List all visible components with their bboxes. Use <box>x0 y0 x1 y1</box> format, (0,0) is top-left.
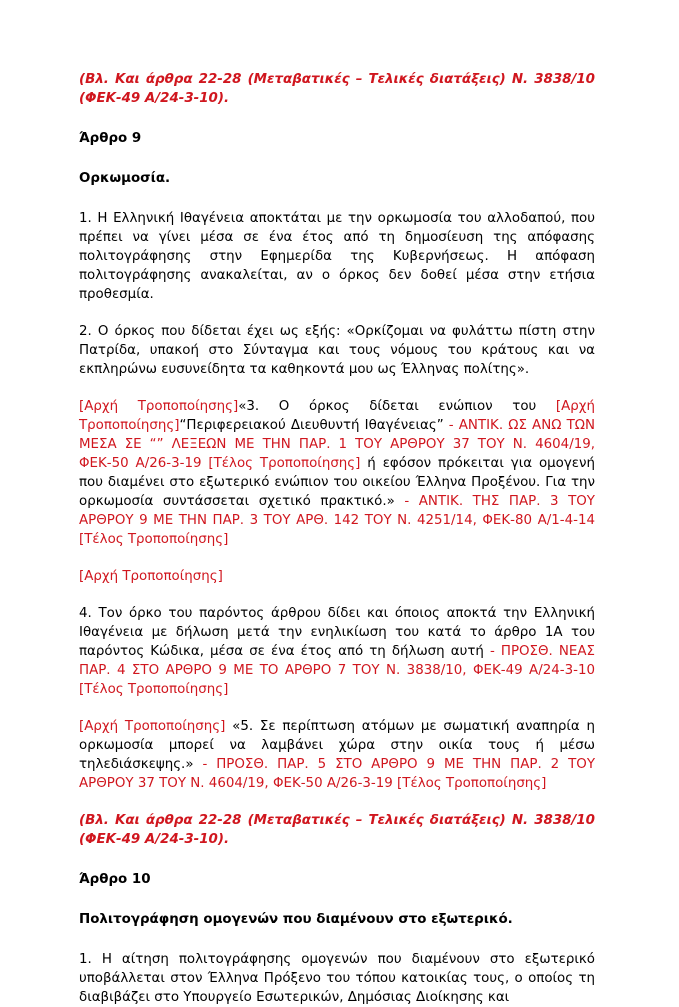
reference-note: (Βλ. Και άρθρα 22-28 (Μεταβατικές – Τελικές διατάξεις) Ν. 3838/10 (ΦΕΚ-49 Α/24-3-10). <box>79 813 595 847</box>
document-page <box>79 70 595 1007</box>
article-9-title: Άρθρο 9 <box>79 131 142 146</box>
article-9-paragraph-2: 2. Ο όρκος που δίδεται έχει ως εξής: «Ορκίζομαι να φυλάττω πίστη στην Πατρίδα, υπακοή στο Σύνταγμα και τους νόμους του κράτους και να εκπληρώνω ευσυνείδητα τα καθηκοντά μου ως Έλληνας πολίτης». <box>79 324 595 377</box>
paragraph-text: 4. Τον όρκο του παρόντος άρθρου δίδει και όποιος αποκτά την Ελληνική Ιθαγένεια με δήλωση μετά την ενηλικίωση του κατά το άρθρο 1Α του παρόντος Κώδικα, μέσα σε ένα έτος από τη δήλωση αυτή <box>79 606 595 659</box>
paragraph-text: «5. Σε περίπτωση ατόμων με σωματική αναπηρία η ορκωμοσία μπορεί να λαμβάνει χώρα στην οικία τους ή μέσω τηλεδιάσκεψης.» <box>79 719 595 772</box>
article-10-paragraph-1: 1. Η αίτηση πολιτογράφησης ομογενών που διαμένουν στο εξωτερικό υποβάλλεται στον Έλληνα Πρόξενο του τόπου κατοικίας τους, ο οποίος τη διαβιβάζει στο Υπουργείο Εσωτερικών, Δημόσιας Διοίκησης και <box>79 952 595 1005</box>
article-10-title: Άρθρο 10 <box>79 872 151 887</box>
article-9-paragraph-1: 1. Η Ελληνική Ιθαγένεια αποκτάται με την ορκωμοσία του αλλοδαπού, που πρέπει να γίνει μέσα σε ένα έτος από τη δημοσίευση της απόφασης πολιτογράφησης στην Εφημερίδα της Κυβερνήσεως. Η απόφαση πολιτογράφησης ανακαλείται, αν ο όρκος δεν δοθεί μέσα στην ετήσια προθεσμία. <box>79 211 595 302</box>
amendment-start-marker: [Αρχή Τροποποίησης] <box>79 569 223 584</box>
amendment-note: - ΑΝΤΙΚ. ΩΣ ΑΝΩ ΤΩΝ ΜΕΣΑ ΣΕ “” ΛΕΞΕΩΝ ΜΕ ΤΗΝ ΠΑΡ. 1 ΤΟΥ ΑΡΘΡΟΥ 37 ΤΟΥ Ν. 4604/19, ΦΕΚ-50 Α/26-3-19 [Τέλος Τροποποίησης] <box>79 418 595 471</box>
amendment-start-marker: [Αρχή Τροποποίησης] <box>79 719 226 734</box>
amendment-note: - ΠΡΟΣΘ. ΠΑΡ. 5 ΣΤΟ ΑΡΘΡΟ 9 ΜΕ ΤΗΝ ΠΑΡ. 2 ΤΟΥ ΑΡΘΡΟΥ 37 ΤΟΥ Ν. 4604/19, ΦΕΚ-50 Α/26-3-19 [Τέλος Τροποποίησης] <box>79 757 595 791</box>
paragraph-text: ή εφόσον πρόκειται για ομογενή που διαμένει στο εξωτερικό ενώπιον του οικείου Έλληνα Προξένου. Για την ορκωμοσία συντάσσεται σχετικό πρακτικό.» <box>79 456 595 509</box>
paragraph-text: “Περιφερειακού Διευθυντή Ιθαγένειας” <box>179 418 449 433</box>
article-9-paragraph-3 <box>79 397 595 549</box>
amendment-note: - ΠΡΟΣΘ. ΝΕΑΣ ΠΑΡ. 4 ΣΤΟ ΑΡΘΡΟ 9 ΜΕ ΤΟ ΑΡΘΡΟ 7 ΤΟΥ Ν. 3838/10, ΦΕΚ-49 Α/24-3-10 [Τέλος Τροποποίησης] <box>79 644 595 697</box>
amendment-start-marker: [Αρχή Τροποποίησης] <box>79 399 595 433</box>
article-9-paragraph-4 <box>79 604 595 699</box>
reference-note: (Βλ. Και άρθρα 22-28 (Μεταβατικές – Τελικές διατάξεις) Ν. 3838/10 (ΦΕΚ-49 Α/24-3-10). <box>79 72 595 106</box>
amendment-start-marker: [Αρχή Τροποποίησης] <box>79 399 239 414</box>
article-10-subtitle: Πολιτογράφηση ομογενών που διαμένουν στο εξωτερικό. <box>79 912 513 927</box>
paragraph-text: «3. Ο όρκος δίδεται ενώπιον του <box>238 399 556 414</box>
article-9-subtitle: Ορκωμοσία. <box>79 171 171 186</box>
amendment-note: - ΑΝΤΙΚ. ΤΗΣ ΠΑΡ. 3 ΤΟΥ ΑΡΘΡΟΥ 9 ΜΕ ΤΗΝ ΠΑΡ. 3 ΤΟΥ ΑΡΘ. 142 ΤΟΥ Ν. 4251/14, ΦΕΚ-80 Α/1-4-14 [Τέλος Τροποποίησης] <box>79 494 595 547</box>
article-9-paragraph-5 <box>79 717 595 793</box>
